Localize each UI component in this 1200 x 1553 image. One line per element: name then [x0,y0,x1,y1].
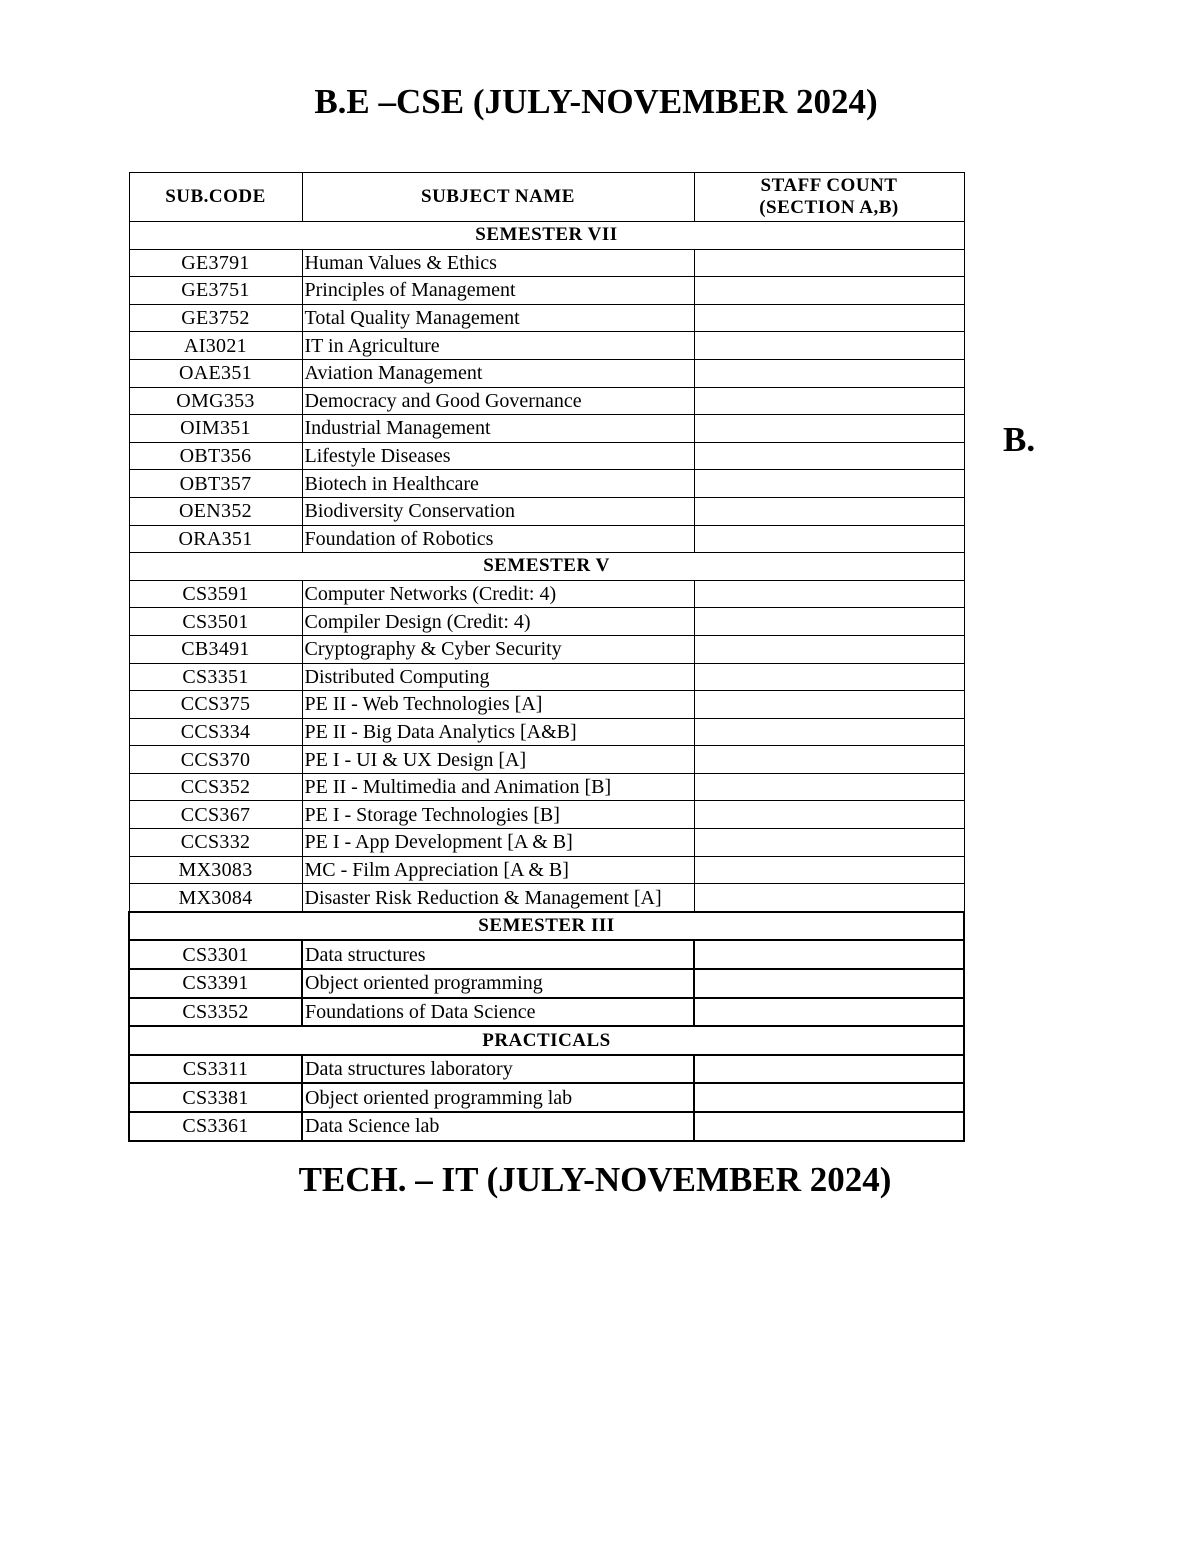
table-row [129,856,964,884]
sub-code-cell: CCS334 [129,718,302,746]
staff-count-cell [694,718,964,746]
staff-count-cell [694,663,964,691]
header-staff-count-line2: (SECTION A,B) [759,197,899,218]
sub-code-cell: CS3501 [129,608,302,636]
table-row [129,497,964,525]
staff-count-cell [694,1083,964,1112]
sub-code-cell: CCS332 [129,829,302,857]
subject-name-cell: Biodiversity Conservation [302,497,694,525]
sub-code-cell: OMG353 [129,387,302,415]
header-staff-count-line1: STAFF COUNT [760,175,898,196]
staff-count-cell [694,1112,964,1141]
subject-name-cell: PE II - Web Technologies [A] [302,691,694,719]
section-group [129,1026,964,1140]
subject-name-cell: Human Values & Ethics [302,249,694,277]
sub-code-cell: CB3491 [129,635,302,663]
table-row [129,829,964,857]
staff-count-cell [694,332,964,360]
subject-name-cell: MC - Film Appreciation [A & B] [302,856,694,884]
sub-code-cell: OEN352 [129,497,302,525]
sub-code-cell: MX3084 [129,884,302,912]
table-row [129,635,964,663]
sub-code-cell: AI3021 [129,332,302,360]
section-heading: PRACTICALS [129,1026,964,1055]
subject-name-cell: Distributed Computing [302,663,694,691]
subject-name-cell: Data structures [302,940,694,969]
subject-name-cell: Democracy and Good Governance [302,387,694,415]
sub-code-cell: GE3791 [129,249,302,277]
staff-count-cell [694,415,964,443]
table-row [129,801,964,829]
section-heading-row [129,1026,964,1055]
sub-code-cell: MX3083 [129,856,302,884]
section-heading: SEMESTER VII [129,222,964,250]
subject-name-cell: PE II - Big Data Analytics [A&B] [302,718,694,746]
subject-name-cell: Biotech in Healthcare [302,470,694,498]
staff-count-cell [694,525,964,553]
staff-count-cell [694,635,964,663]
sub-code-cell: CCS375 [129,691,302,719]
table-row [129,470,964,498]
side-letter: B. [1003,420,1036,459]
section-heading: SEMESTER V [129,553,964,581]
page-title: B.E –CSE (JULY-NOVEMBER 2024) [314,82,878,121]
section-heading-row [129,222,964,250]
table-row [129,969,964,998]
sub-code-cell: CS3391 [129,969,302,998]
subject-name-cell: Foundation of Robotics [302,525,694,553]
staff-count-cell [694,691,964,719]
table-row [129,387,964,415]
sub-code-cell: CCS367 [129,801,302,829]
staff-count-cell [694,359,964,387]
subject-name-cell: Foundations of Data Science [302,998,694,1027]
staff-count-cell [694,773,964,801]
subject-name-cell: Object oriented programming lab [302,1083,694,1112]
header-subject-name: SUBJECT NAME [302,173,694,222]
staff-count-cell [694,829,964,857]
sub-code-cell: OBT356 [129,442,302,470]
table-row [129,359,964,387]
table-row [129,442,964,470]
subject-name-cell: Compiler Design (Credit: 4) [302,608,694,636]
subject-name-cell: Computer Networks (Credit: 4) [302,580,694,608]
table-row [129,525,964,553]
sub-code-cell: CS3351 [129,663,302,691]
sub-code-cell: GE3751 [129,277,302,305]
section-heading-row [129,912,964,941]
table-row [129,608,964,636]
subject-name-cell: Data Science lab [302,1112,694,1141]
subject-name-cell: Total Quality Management [302,304,694,332]
table-row [129,249,964,277]
sub-code-cell: CS3301 [129,940,302,969]
section-group [129,222,964,553]
subject-name-cell: Aviation Management [302,359,694,387]
sub-code-cell: CCS370 [129,746,302,774]
staff-count-cell [694,387,964,415]
staff-count-cell [694,580,964,608]
subject-name-cell: Data structures laboratory [302,1055,694,1084]
table-row [129,415,964,443]
staff-count-cell [694,801,964,829]
table-row [129,580,964,608]
table-row [129,663,964,691]
table-header-row [129,173,964,222]
subject-name-cell: PE I - App Development [A & B] [302,829,694,857]
next-title: TECH. – IT (JULY-NOVEMBER 2024) [298,1160,892,1199]
staff-count-cell [694,277,964,305]
staff-count-cell [694,304,964,332]
subject-name-cell: Industrial Management [302,415,694,443]
subject-name-cell: Disaster Risk Reduction & Management [A] [302,884,694,912]
sub-code-cell: CS3591 [129,580,302,608]
staff-count-cell [694,856,964,884]
table-row [129,773,964,801]
staff-count-cell [694,969,964,998]
sub-code-cell: OBT357 [129,470,302,498]
table-row [129,884,964,912]
subject-name-cell: PE II - Multimedia and Animation [B] [302,773,694,801]
header-staff-count [694,173,964,222]
staff-count-cell [694,442,964,470]
staff-count-cell [694,470,964,498]
table-row [129,940,964,969]
table-row [129,746,964,774]
staff-count-cell [694,884,964,912]
subject-name-cell: Object oriented programming [302,969,694,998]
table-row [129,1112,964,1141]
subject-name-cell: Principles of Management [302,277,694,305]
table-row [129,718,964,746]
staff-count-cell [694,497,964,525]
section-group [129,912,964,1026]
sub-code-cell: CS3352 [129,998,302,1027]
section-heading: SEMESTER III [129,912,964,941]
header-sub-code: SUB.CODE [129,173,302,222]
subject-name-cell: IT in Agriculture [302,332,694,360]
staff-count-cell [694,940,964,969]
section-heading-row [129,553,964,581]
staff-count-cell [694,998,964,1027]
subject-name-cell: Cryptography & Cyber Security [302,635,694,663]
staff-count-cell [694,608,964,636]
table-row [129,998,964,1027]
table-row [129,277,964,305]
sub-code-cell: ORA351 [129,525,302,553]
sub-code-cell: CS3381 [129,1083,302,1112]
staff-count-cell [694,1055,964,1084]
table-row [129,1083,964,1112]
sub-code-cell: OIM351 [129,415,302,443]
sub-code-cell: CCS352 [129,773,302,801]
sub-code-cell: CS3361 [129,1112,302,1141]
subject-name-cell: Lifestyle Diseases [302,442,694,470]
sub-code-cell: OAE351 [129,359,302,387]
staff-count-cell [694,249,964,277]
sub-code-cell: CS3311 [129,1055,302,1084]
subject-name-cell: PE I - UI & UX Design [A] [302,746,694,774]
table-row [129,332,964,360]
section-group [129,553,964,912]
subject-table [128,172,965,1142]
subject-name-cell: PE I - Storage Technologies [B] [302,801,694,829]
staff-count-cell [694,746,964,774]
table-row [129,691,964,719]
table-row [129,1055,964,1084]
table-row [129,304,964,332]
sub-code-cell: GE3752 [129,304,302,332]
